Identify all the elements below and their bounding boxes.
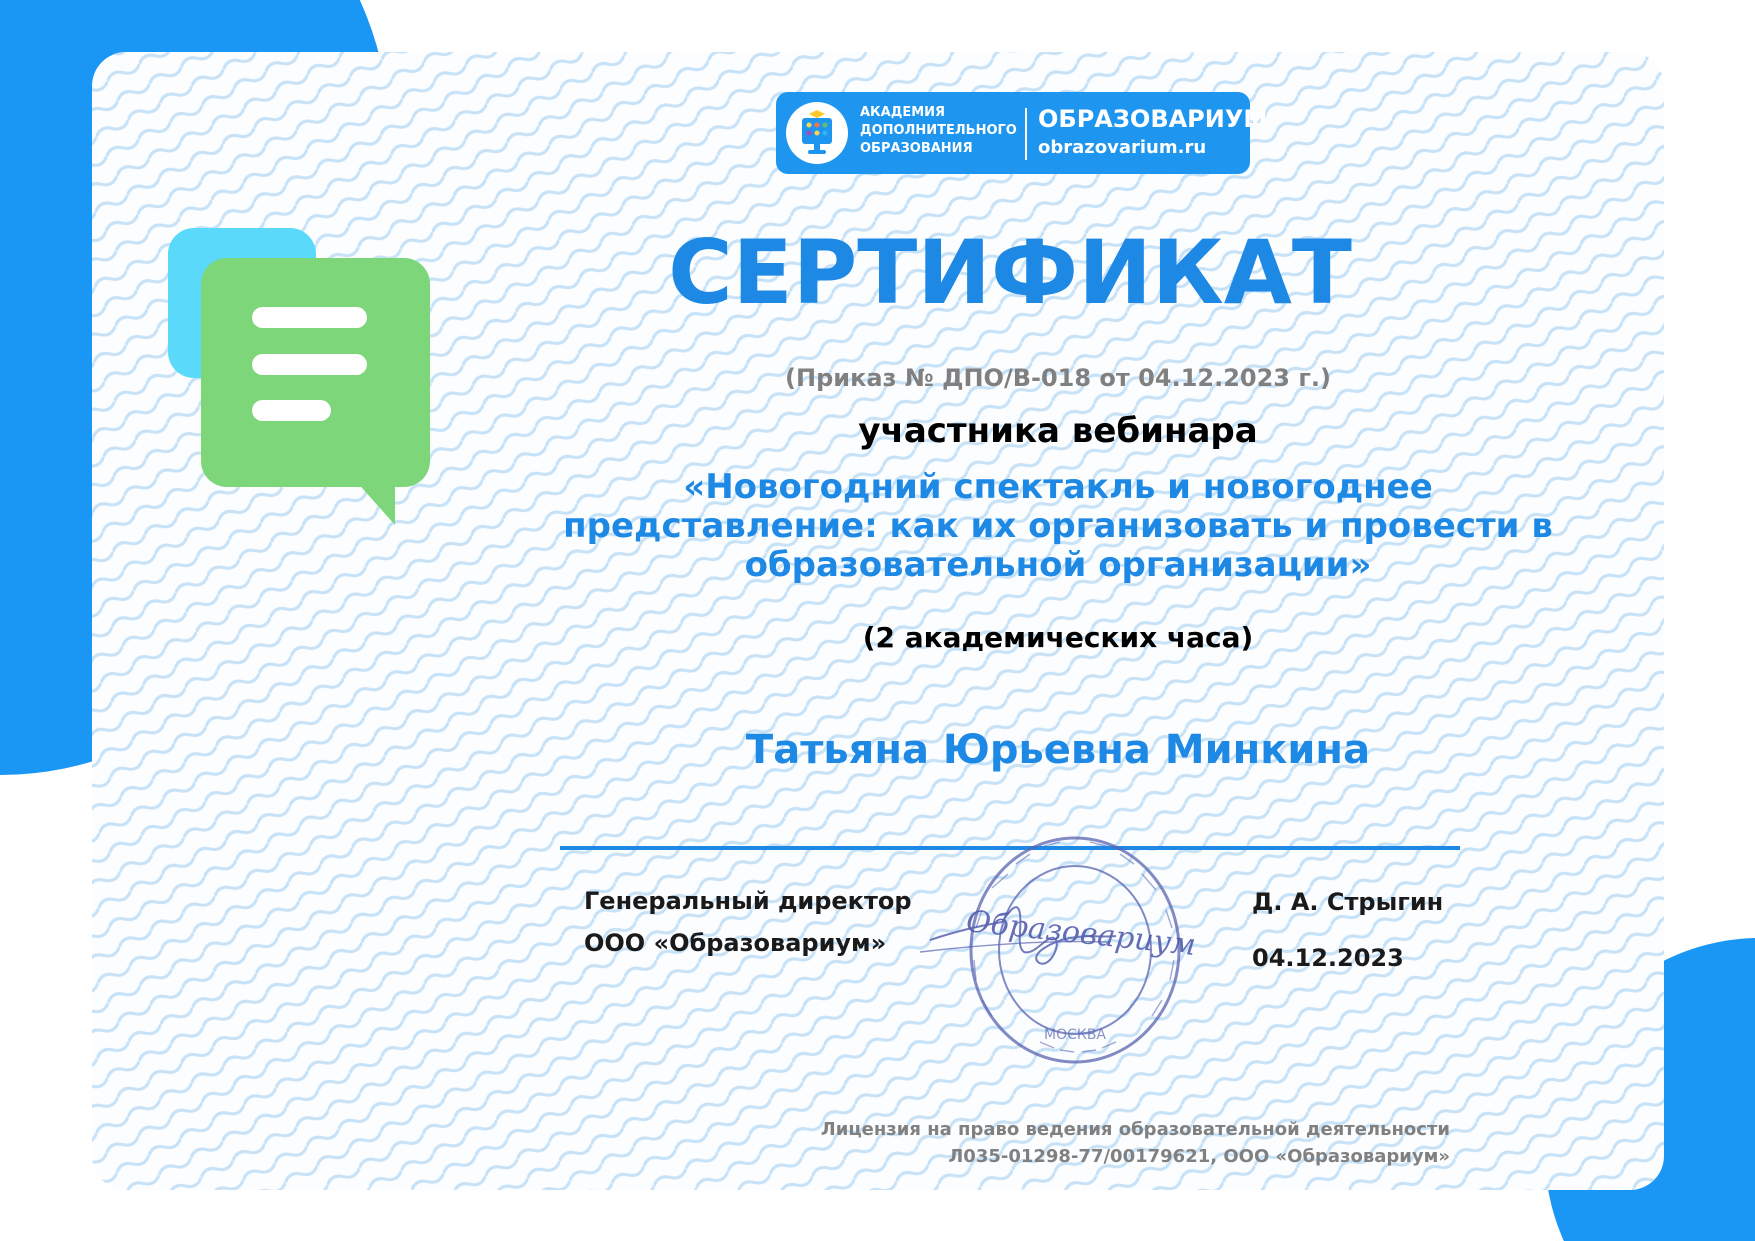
academy-line: ДОПОЛНИТЕЛЬНОГО [860,123,1017,138]
logo-divider [1025,108,1027,160]
order-reference: (Приказ № ДПО/В-018 от 04.12.2023 г.) [785,364,1331,392]
course-title-line: представление: как их организовать и провести в [563,506,1553,546]
brand-block [1038,102,1267,160]
seal-city: МОСКВА [1044,1027,1106,1043]
academy-logo-icon [786,102,848,164]
course-hours: (2 академических часа) [862,621,1254,654]
chat-bubble-icon [160,225,435,530]
recipient-name: Татьяна Юрьевна Минкина [745,727,1371,773]
course-title-line: образовательной организации» [744,545,1372,585]
license-line: Л035-01298-77/00179621, ООО «Образовариум» [948,1146,1450,1167]
academy-line: ОБРАЗОВАНИЯ [860,141,973,156]
license-info [760,1116,1450,1170]
academy-line: АКАДЕМИЯ [860,105,946,120]
signer-name: Д. А. Стрыгин [1252,888,1444,916]
brand-name: ОБРАЗОВАРИУМ [1038,105,1268,133]
course-title [430,468,1686,585]
seal-text: Образовариум [964,904,1198,964]
signer-title [584,880,934,964]
license-line: Лицензия на право ведения образовательной деятельности [820,1119,1450,1140]
signature-date: 04.12.2023 [1252,944,1404,972]
signer-title-line: Генеральный директор [584,887,912,915]
course-title-line: «Новогодний спектакль и новогоднее [683,467,1433,507]
academy-name [860,104,1017,158]
academy-logo [776,92,1268,174]
signer-title-line: ООО «Образовариум» [584,929,887,957]
participant-label: участника вебинара [858,411,1258,451]
company-seal-stamp [920,830,1220,1070]
brand-url: obrazovarium.ru [1038,137,1207,158]
certificate-title: СЕРТИФИКАТ [668,221,1352,324]
